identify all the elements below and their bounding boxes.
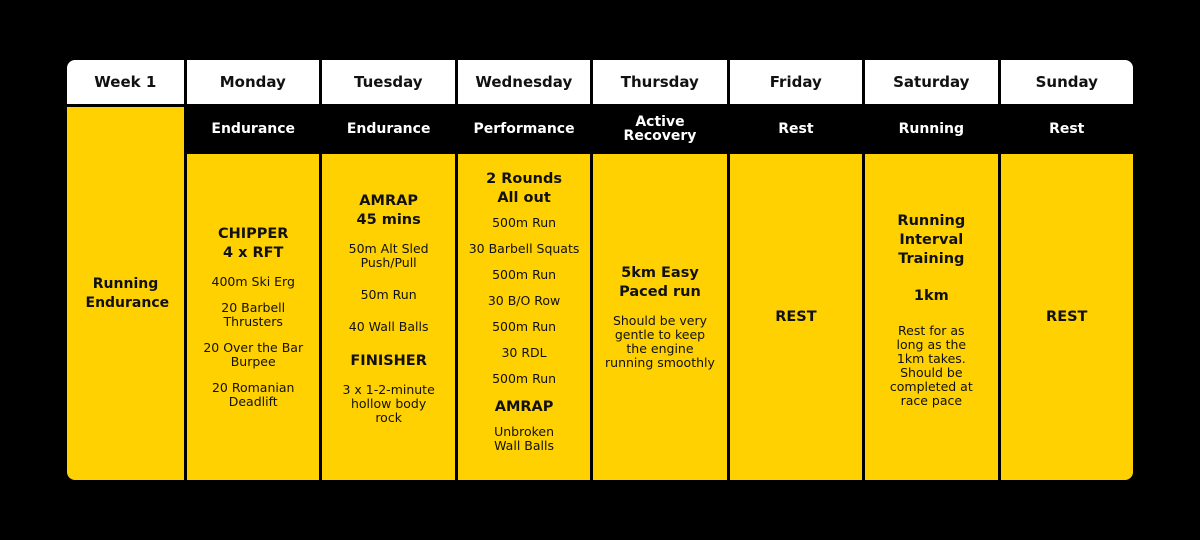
sunday-title: REST: [1046, 308, 1088, 325]
wednesday-amrap-text: Unbroken Wall Balls: [494, 424, 555, 453]
monday-subtitle: 4 x RFT: [222, 245, 284, 261]
day-header-saturday: Saturday: [865, 60, 998, 104]
cell-friday: [730, 154, 862, 480]
tuesday-title: AMRAP: [359, 193, 418, 209]
monday-item: 20 Barbell Thrusters: [221, 300, 286, 329]
thursday-text: Should be very gentle to keep the engine running smoothly: [605, 313, 715, 370]
saturday-distance: 1km: [913, 288, 949, 304]
day-header-friday: Friday: [730, 60, 863, 104]
monday-item: 20 Romanian Deadlift: [211, 380, 295, 409]
friday-title: REST: [775, 308, 817, 325]
week-label: Running Endurance: [85, 275, 170, 311]
workout-content-row: [187, 154, 1133, 480]
day-header-tuesday: Tuesday: [322, 60, 455, 104]
tuesday-subtitle: 45 mins: [356, 212, 421, 228]
type-friday: Rest: [778, 121, 814, 137]
week-header: Week 1: [67, 60, 184, 104]
wednesday-amrap-title: AMRAP: [494, 399, 554, 415]
cell-sunday: [1001, 154, 1133, 480]
thursday-title: 5km Easy Paced run: [619, 265, 701, 300]
wednesday-item: 30 RDL: [501, 345, 547, 360]
monday-item: 400m Ski Erg: [211, 274, 295, 289]
wednesday-item: 30 B/O Row: [487, 293, 561, 308]
wednesday-item: 500m Run: [492, 215, 557, 230]
saturday-text: Rest for as long as the 1km takes. Should be completed at race pace: [889, 323, 973, 408]
cell-thursday: [593, 154, 726, 480]
wednesday-item: 500m Run: [492, 371, 557, 386]
tuesday-item: 40 Wall Balls: [348, 319, 429, 334]
cell-saturday: [865, 154, 997, 480]
wednesday-item: 500m Run: [492, 267, 557, 282]
day-header-sunday: Sunday: [1001, 60, 1133, 104]
day-header-monday: Monday: [187, 60, 320, 104]
header-row: [67, 60, 1133, 104]
cell-monday: [187, 154, 319, 480]
type-thursday: [593, 104, 726, 154]
type-tuesday: Endurance: [346, 121, 431, 137]
tuesday-item: 50m Run: [360, 287, 417, 302]
wednesday-title: 2 Rounds: [486, 171, 563, 187]
day-header-wednesday: Wednesday: [458, 60, 591, 104]
tuesday-finisher-title: FINISHER: [350, 353, 427, 369]
wednesday-item: 30 Barbell Squats: [468, 241, 580, 256]
type-sunday: Rest: [1049, 121, 1085, 137]
tuesday-finisher-text: 3 x 1-2-minute hollow body rock: [342, 382, 435, 425]
type-saturday: Running: [898, 121, 965, 137]
type-wednesday: Performance: [473, 121, 575, 137]
type-thursday-label: Active Recovery: [623, 114, 697, 144]
workout-type-row: [187, 104, 1133, 154]
wednesday-item: 500m Run: [492, 319, 557, 334]
saturday-title: Running Interval Training: [897, 213, 966, 267]
monday-title: CHIPPER: [217, 226, 289, 242]
monday-item: 20 Over the Bar Burpee: [203, 340, 304, 369]
tuesday-item: 50m Alt Sled Push/Pull: [348, 241, 429, 270]
week-label-cell: [67, 107, 184, 480]
cell-tuesday: [322, 154, 454, 480]
day-header-thursday: Thursday: [593, 60, 726, 104]
type-monday: Endurance: [211, 121, 296, 137]
weekly-schedule-table: [67, 60, 1133, 480]
cell-wednesday: [458, 154, 590, 480]
wednesday-subtitle: All out: [497, 190, 551, 206]
